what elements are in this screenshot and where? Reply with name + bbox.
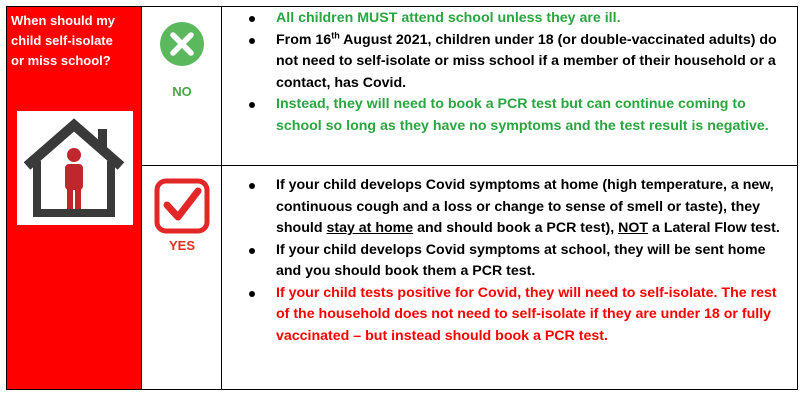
list-item: Instead, they will need to book a PCR test but can continue coming to school so long as they have no symptoms and the test result is negative.	[222, 94, 791, 137]
checkmark-box-icon	[154, 178, 210, 234]
sidebar-cell	[6, 6, 142, 390]
no-content	[222, 7, 797, 165]
list-item: If your child tests positive for Covid, they will need to self-isolate. The rest of the household does not need to self-isolate if they are under 18 or fully vaccinated – but instead should book a PCR test.	[222, 283, 791, 348]
covid-guidance-table	[6, 6, 798, 390]
list-item: If your child develops Covid symptoms at school, they will be sent home and you should book them a PCR test.	[222, 240, 791, 283]
no-row	[142, 6, 798, 166]
yes-icon-cell	[142, 166, 222, 389]
list-item: All children MUST attend school unless they are ill.	[222, 8, 791, 30]
house-with-person-icon	[17, 111, 133, 225]
cross-circle-icon	[159, 21, 205, 67]
sidebar-title: When should my child self-isolate or miss school?	[11, 13, 115, 68]
yes-content	[222, 166, 797, 389]
no-icon-cell	[142, 7, 222, 165]
list-item: If your child develops Covid symptoms at home (high temperature, a new, continuous cough and a loss or change to sense of smell or taste), they should stay at home and should book a PCR test), NOT a Lateral Flow test.	[222, 175, 791, 240]
list-item: From 16th August 2021, children under 18 (or double-vaccinated adults) do not need to self-isolate or miss school if a member of their household or a contact, has Covid.	[222, 30, 791, 95]
yes-label: YES	[168, 238, 195, 253]
no-label: NO	[172, 84, 192, 99]
yes-row	[142, 165, 798, 390]
